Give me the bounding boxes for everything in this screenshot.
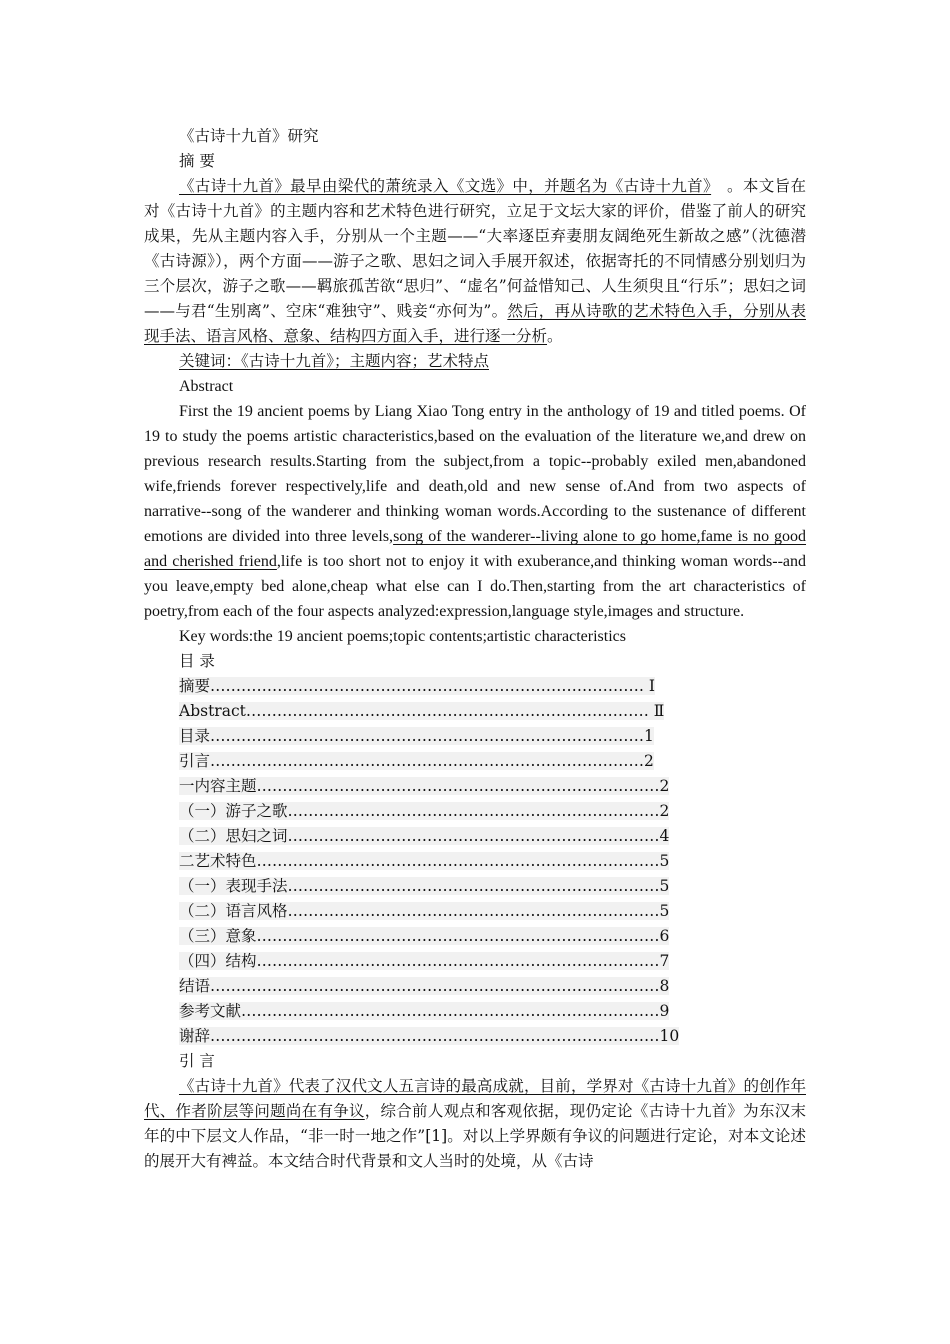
- toc-entry-references[interactable]: 参考文献………………………………………………………………………9: [179, 1002, 670, 1020]
- abstract-english-heading: Abstract: [179, 378, 234, 395]
- abstract-zh-underlined-lead: 《古诗十九首》最早由梁代的萧统录入《文选》中，并题名为《古诗十九首》: [179, 177, 712, 195]
- introduction-heading: 引 言: [179, 1052, 215, 1070]
- toc-entry-imagery[interactable]: （三）意象……………………………………………………………………6: [179, 927, 670, 945]
- toc-entry-artistic-features[interactable]: 二艺术特色……………………………………………………………………5: [179, 852, 670, 870]
- toc-entry-themes[interactable]: 一内容主题……………………………………………………………………2: [179, 777, 670, 795]
- toc-entry-longing-wife[interactable]: （二）思妇之词………………………………………………………………4: [179, 827, 670, 845]
- intro-body: ，综合前人观点和客观依据，现仍定论《古诗十九首》为东汉末年的中下层文人作品，“非一时一地之作”[1]。对以上学界颇有争议的问题进行定论，对本文论述的展开大有裨益。本文结合时代背景和文人当时的处境，从《古诗: [144, 1102, 806, 1170]
- toc-entry-introduction[interactable]: 引言…………………………………………………………………………2: [179, 752, 654, 770]
- toc-entry-contents[interactable]: 目录…………………………………………………………………………1: [179, 727, 654, 745]
- abstract-chinese: [144, 174, 806, 349]
- abstract-english: [144, 399, 806, 624]
- keywords-zh-text: 关键词：《古诗十九首》；主题内容；艺术特点: [179, 352, 490, 370]
- paper-title: 《古诗十九首》研究: [179, 127, 319, 145]
- toc-entry-structure[interactable]: （四）结构……………………………………………………………………7: [179, 952, 670, 970]
- toc-entry-acknowledgements[interactable]: 谢辞……………………………………………………………………………10: [179, 1027, 680, 1045]
- keywords-english: Key words:the 19 ancient poems;topic contents;artistic characteristics: [179, 628, 626, 645]
- toc-entry-abstract[interactable]: 摘要………………………………………………………………………… Ⅰ: [179, 677, 656, 695]
- abstract-en-underlined: song of the wanderer--living alone to go home,fame is no good and cherished friend: [144, 528, 807, 570]
- abstract-heading: 摘 要: [179, 152, 215, 170]
- intro-underlined: 《古诗十九首》代表了汉代文人五言诗的最高成就，目前，学界对《古诗十九首》的创作年代、作者阶层等问题尚在有争议: [144, 1077, 806, 1120]
- toc-heading: 目 录: [179, 652, 215, 670]
- abstract-en-tail: ,life is too short not to enjoy it with exuberance,and thinking woman words--and you leave,empty bed alone,cheap what else can I do.Then,starting from the art characteristics of poetry,from each of the four aspects analyzed:expression,language style,images and structure.: [144, 553, 807, 620]
- abstract-zh-underlined-tail: 然后，再从诗歌的艺术特色入手，分别从表现手法、语言风格、意象、结构四方面入手，进行逐一分析: [144, 302, 806, 345]
- document-body: [144, 124, 806, 1174]
- introduction-paragraph: [144, 1074, 806, 1174]
- toc-entry-language-style[interactable]: （二）语言风格………………………………………………………………5: [179, 902, 670, 920]
- toc-entry-conclusion[interactable]: 结语……………………………………………………………………………8: [179, 977, 670, 995]
- keywords-chinese: [144, 349, 806, 374]
- abstract-zh-body: 。本文旨在对《古诗十九首》的主题内容和艺术特色进行研究，立足于文坛大家的评价，借鉴了前人的研究成果，先从主题内容入手，分别从一个主题——“大率逐臣弃妻朋友阔绝死生新故之感”（沈德潜《古诗源》），两个方面——游子之歌、思妇之词入手展开叙述，依据寄托的不同情感分别划归为三个层次，游子之歌——羁旅孤苦欲“思归”、“虚名”何益惜知己、人生须臾且“行乐”；思妇之词——与君“生别离”、空床“难独守”、贱妾“亦何为”。: [144, 177, 806, 320]
- abstract-zh-end: 。: [547, 327, 563, 345]
- abstract-en-body: First the 19 ancient poems by Liang Xiao Tong entry in the anthology of 19 and titled poems. Of 19 to study the poems artistic characteristics,based on the evaluation of the literature we,and drew on previous research results.Starting from the subject,from a topic--probably exiled men,abandoned wife,friends forever respectively,life and death,old and new sense of.And from two aspects of narrative--song of the wanderer and thinking woman words.According to the sustenance of different emotions are divided into three levels,: [144, 403, 806, 545]
- toc-entry-wanderer-songs[interactable]: （一）游子之歌………………………………………………………………2: [179, 802, 670, 820]
- table-of-contents: [144, 674, 806, 1049]
- toc-entry-abstract-en[interactable]: Abstract…………………………………………………………………… Ⅱ: [179, 702, 665, 720]
- toc-entry-techniques[interactable]: （一）表现手法………………………………………………………………5: [179, 877, 670, 895]
